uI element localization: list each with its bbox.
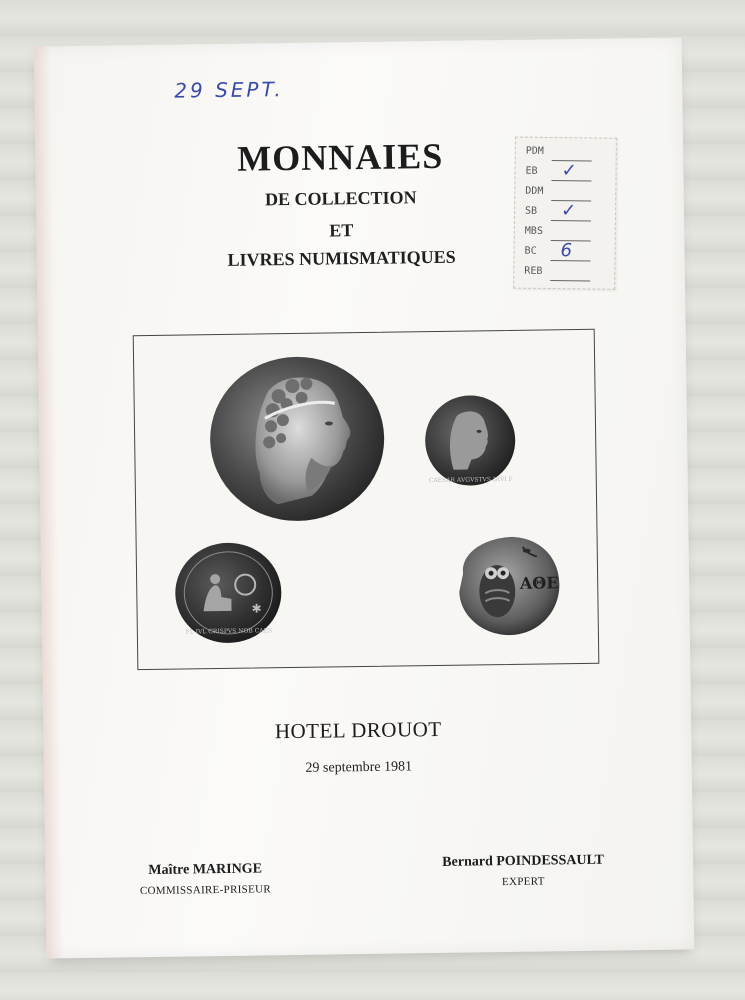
venue-name: HOTEL DROUOT [274,716,442,744]
sale-date: 29 septembre 1981 [305,759,413,776]
label-row [524,266,594,285]
auctioneer-block [115,861,295,898]
subtitle-line-2: ET [329,220,354,241]
label-mark: ✓ [560,200,577,222]
owl-coin [451,532,564,640]
catalog-cover [34,38,695,959]
label-mark: 6 [560,240,573,262]
large-portrait-coin [206,353,388,525]
augustus-coin [423,393,518,488]
label-code: DDM [525,185,544,197]
label-row [524,240,594,265]
handwritten-note: 29 SEPT. [174,77,284,103]
coin-photo-frame [133,329,600,670]
label-row [524,200,595,225]
expert-role: EXPERT [501,875,545,889]
label-code: BC [524,245,537,257]
auctioneer-role: COMMISSAIRE-PRISEUR [139,883,272,898]
label-code: EB [525,165,538,177]
inventory-label [513,137,617,290]
crispus-coin [173,540,284,646]
subtitle-line-1: DE COLLECTION [264,187,417,210]
auctioneer-name: Maître MARINGE [148,861,263,879]
label-line [550,280,590,281]
expert-name: Bernard POINDESSAULT [442,852,605,870]
subtitle-line-3: LIVRES NUMISMATIQUES [227,246,456,270]
label-code: PDM [525,145,544,157]
coin-legend: CAESAR AVGVSTVS DIVI F [428,475,513,485]
label-code: REB [524,265,543,277]
label-mark: ✓ [561,160,577,182]
star-icon: ✱ [251,601,262,616]
expert-block [423,852,623,889]
coin-legend: ΑΘΕ [519,573,559,593]
label-code: MBS [524,225,543,237]
label-row [525,160,595,185]
catalog-title: MONNAIES [236,135,444,179]
coin-legend: FL IVL CRISPVS NOB CAES [185,627,273,636]
label-code: SB [524,205,538,217]
